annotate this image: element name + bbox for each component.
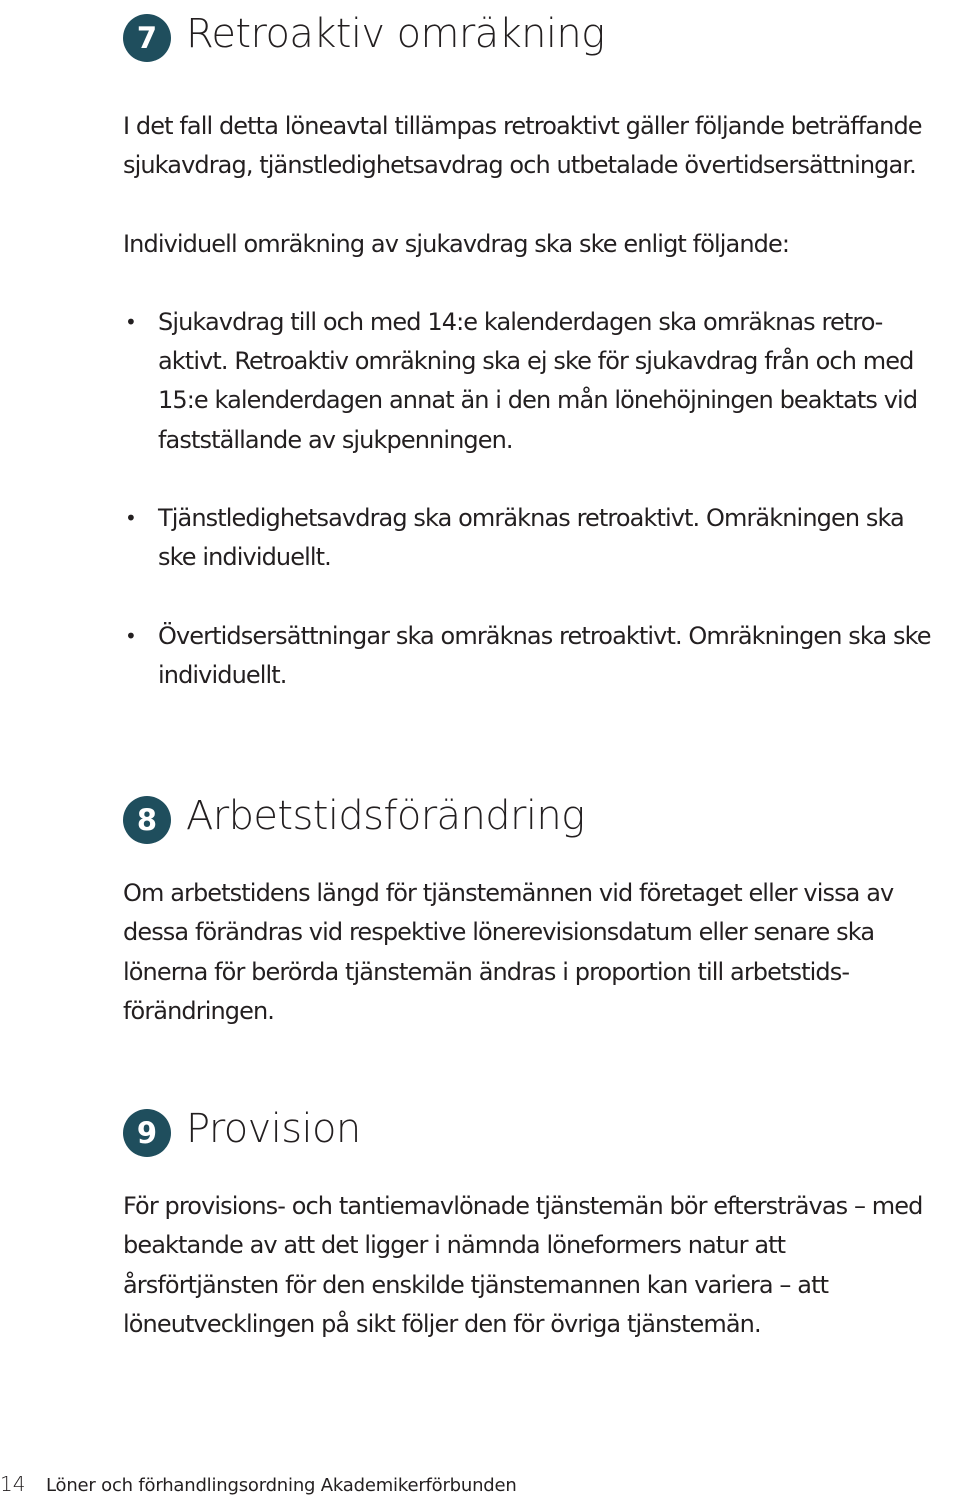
bullet-text: Sjukavdrag till och med 14:e kalenderdagen ska omräknas retroaktivt. Retroaktiv omräkning ska ej ske för sjukavdrag från och med 15:e kalenderdagen annat än i den mån lönehöjningen beaktats vid fastställande av sjukpenningen. [158,307,918,454]
bullet-icon: • [125,506,136,531]
section-number-badge: 7 [123,14,171,62]
footer-title: Löner och förhandlingsordning Akademikerförbunden [46,1475,517,1496]
bullet-item [123,499,943,578]
bullet-text: Tjänstledighetsavdrag ska omräknas retroaktivt. Omräkningen ska ske individuellt. [158,504,904,572]
bullet-icon: • [125,623,136,648]
bullet-icon: • [125,309,136,334]
section-paragraph: I det fall detta löneavtal tillämpas retroaktivt gäller följande beträffande sjukavdrag, tjänstledighetsavdrag och utbetalade övertidsersättningar. [123,112,922,180]
bullet-item [123,617,943,696]
section-provision [123,1106,943,1344]
bullet-list [123,303,943,695]
section-title: Arbetstidsförändring [186,793,585,839]
section-heading [123,1106,943,1169]
section-title: Provision [186,1106,361,1152]
section-title: Retroaktiv omräkning [186,11,605,57]
section-paragraph: Individuell omräkning av sjukavdrag ska ske enligt följande: [123,229,790,258]
section-paragraph: För provisions- och tantiemavlönade tjänstemän bör eftersträvas – med beaktande av att det ligger i nämnda löneformers natur att årsförtjänsten för den enskilde tjänstemannen kan variera – att löneutvecklingen på sikt följer den för övriga tjänstemän. [123,1192,923,1338]
section-retroaktiv-omrakning [123,11,943,695]
section-arbetstidsforandring [123,793,943,1031]
section-heading [123,11,943,74]
page-number: 14 [0,1472,26,1496]
bullet-text: Övertidsersättningar ska omräknas retroaktivt. Omräkningen ska ske individuellt. [158,621,931,689]
section-heading [123,793,943,856]
page-footer [0,1470,700,1498]
section-number-badge: 9 [123,1109,171,1157]
section-paragraph: Om arbetstidens längd för tjänstemännen vid företaget eller vissa av dessa förändras vid respektive lönerevisionsdatum eller senare ska lönerna för berörda tjänstemän ändras i proportion till arbetstidsförändringen. [123,879,894,1025]
bullet-item [123,303,943,460]
section-number-badge: 8 [123,796,171,844]
